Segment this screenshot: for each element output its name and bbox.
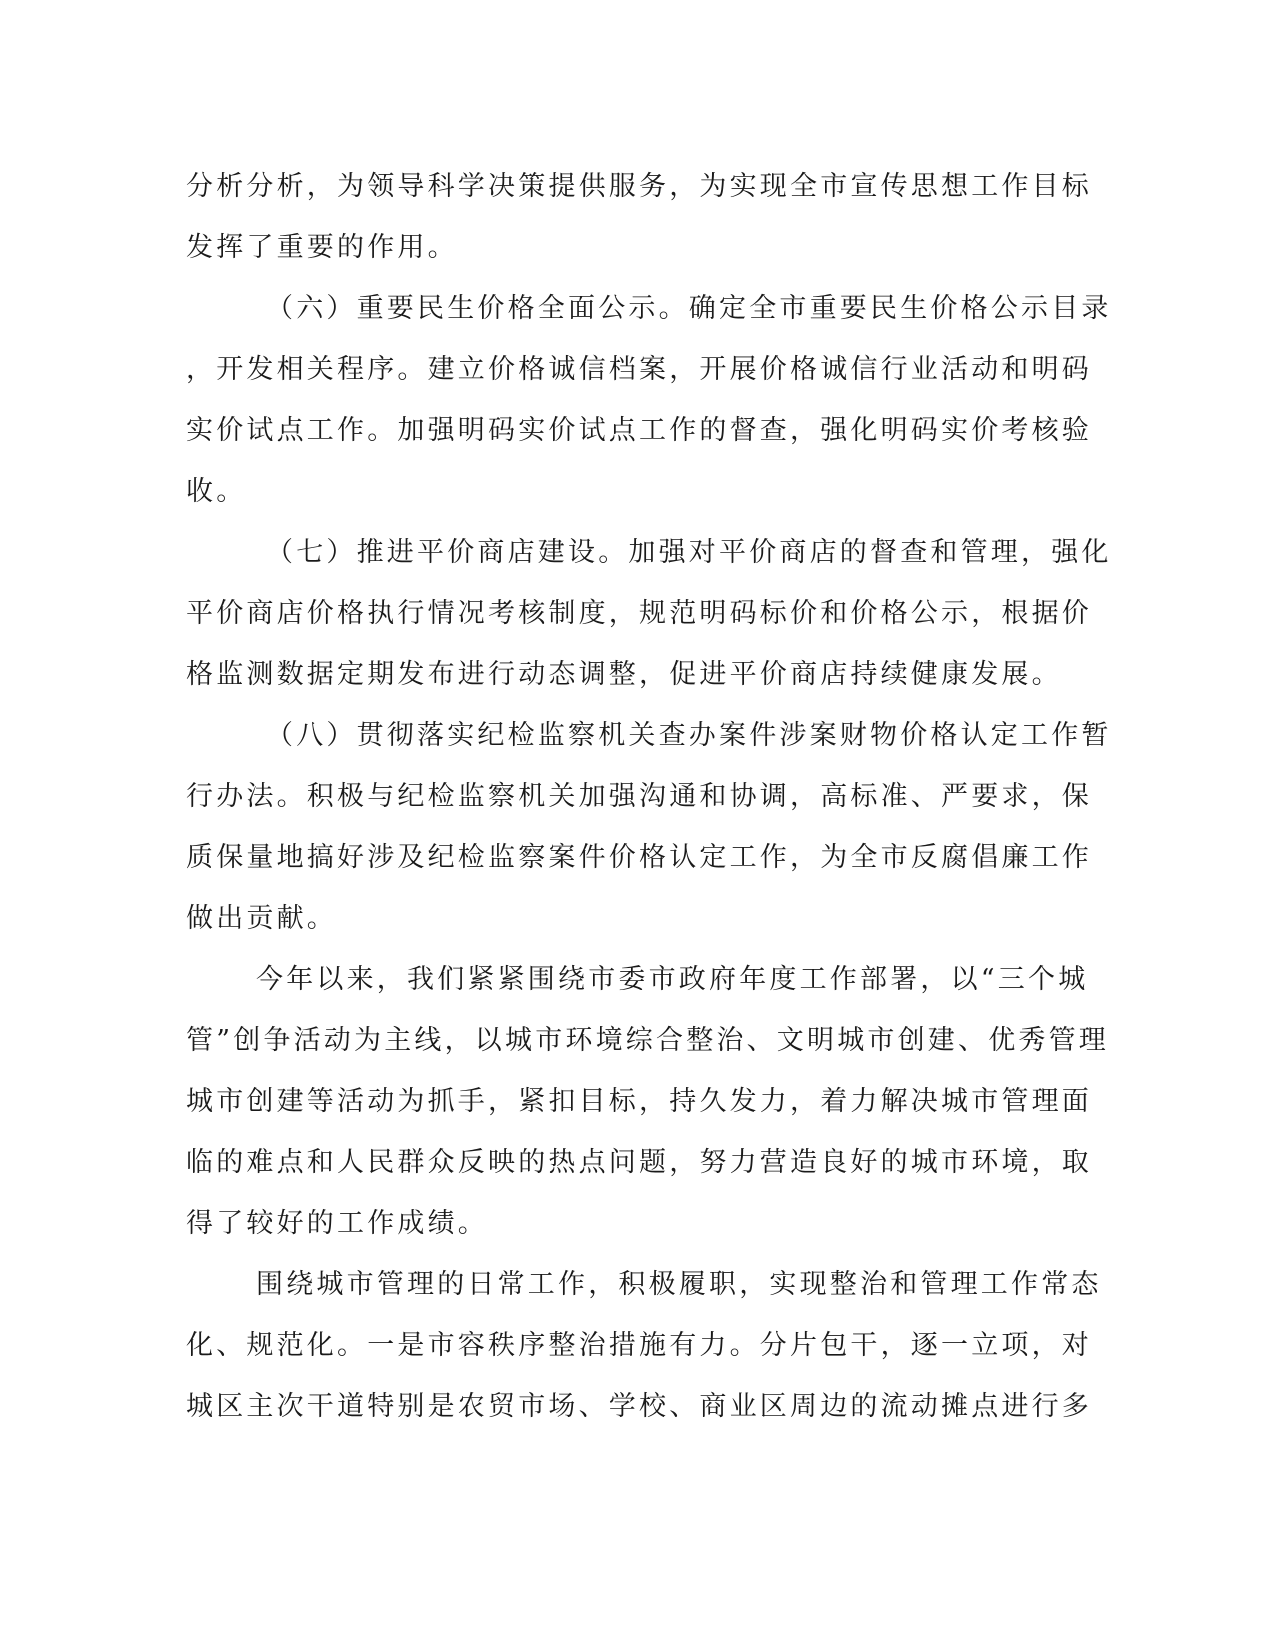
text-line: 质保量地搞好涉及纪检监察案件价格认定工作，为全市反腐倡廉工作 [186,842,1092,873]
text-line: 行办法。积极与纪检监察机关加强沟通和协调，高标准、严要求，保 [186,781,1092,812]
paragraph-start-line: （八）贯彻落实纪检监察机关查办案件涉案财物价格认定工作暂 [266,720,1112,751]
paragraph-start-line: 围绕城市管理的日常工作，积极履职，实现整治和管理工作常态 [256,1269,1102,1300]
text-line: 城市创建等活动为抓手，紧扣目标，持久发力，着力解决城市管理面 [186,1086,1092,1117]
text-line: 城区主次干道特别是农贸市场、学校、商业区周边的流动摊点进行多 [186,1391,1092,1422]
text-line: 管”创争活动为主线，以城市环境综合整治、文明城市创建、优秀管理 [186,1025,1110,1056]
document-body [186,156,1112,1437]
text-line: ，开发相关程序。建立价格诚信档案，开展价格诚信行业活动和明码 [186,354,1092,385]
text-line: 做出贡献。 [186,903,337,934]
text-line: 收。 [186,476,247,507]
text-line: 化、规范化。一是市容秩序整治措施有力。分片包干，逐一立项，对 [186,1330,1092,1361]
text-line: 临的难点和人民群众反映的热点问题，努力营造良好的城市环境，取 [186,1147,1092,1178]
text-line: 平价商店价格执行情况考核制度，规范明码标价和价格公示，根据价 [186,598,1092,629]
paragraph-start-line: （六）重要民生价格全面公示。确定全市重要民生价格公示目录 [266,293,1112,324]
text-line: 实价试点工作。加强明码实价试点工作的督查，强化明码实价考核验 [186,415,1092,446]
paragraph-start-line: 今年以来，我们紧紧围绕市委市政府年度工作部署，以“三个城 [256,964,1089,995]
paragraph-start-line: （七）推进平价商店建设。加强对平价商店的督查和管理，强化 [266,537,1112,568]
text-line: 格监测数据定期发布进行动态调整，促进平价商店持续健康发展。 [186,659,1062,690]
text-line: 分析分析，为领导科学决策提供服务，为实现全市宣传思想工作目标 [186,171,1092,202]
text-line: 发挥了重要的作用。 [186,232,458,263]
text-line: 得了较好的工作成绩。 [186,1208,488,1239]
